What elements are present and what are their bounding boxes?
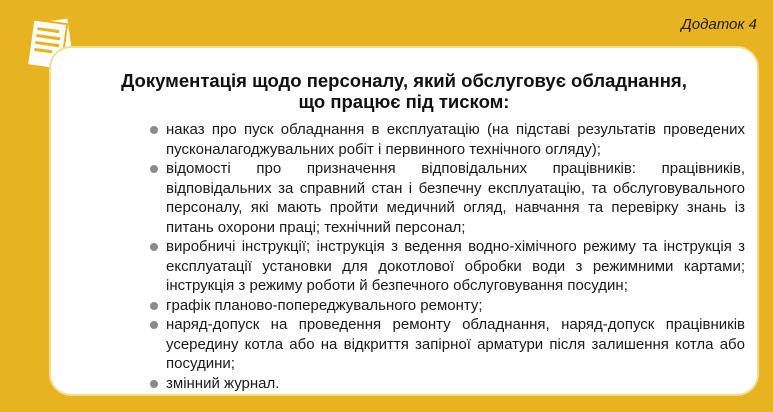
list-item bbox=[150, 315, 745, 374]
list-item bbox=[150, 120, 745, 159]
list-item bbox=[150, 374, 745, 394]
list-item bbox=[150, 237, 745, 296]
documents-list bbox=[150, 120, 745, 393]
bullet-icon bbox=[150, 380, 158, 388]
bullet-icon bbox=[150, 126, 158, 134]
title-line-1: Документація щодо персоналу, який обслуговує обладнання, bbox=[121, 70, 687, 91]
list-item-text: графік планово-попереджувального ремонту; bbox=[166, 296, 483, 314]
list-item-text: наряд-допуск на проведення ремонту обладнання, наряд-допуск працівників усередину котла або на відкриття запірної арматури після залишення котла або посудини; bbox=[166, 316, 745, 372]
list-item bbox=[150, 159, 745, 237]
list-item-text: виробничі інструкції; інструкція з ведення водно-хімічного режиму та інструкція з експлуатації установки для докотлової обробки води з режимними картами; інструкція з режиму роботи й безпечного обслуговування посудин; bbox=[166, 238, 745, 294]
list-item-text: наказ про пуск обладнання в експлуатацію (на підставі результатів проведених пусконалагоджувальних робіт і первинного технічного огляду); bbox=[166, 121, 745, 158]
title-line-2: що працює під тиском: bbox=[298, 91, 510, 112]
list-item-text: змінний журнал. bbox=[166, 374, 280, 392]
page-title bbox=[51, 70, 757, 112]
bullet-icon bbox=[150, 243, 158, 251]
list-item bbox=[150, 296, 745, 316]
bullet-icon bbox=[150, 321, 158, 329]
list-item-text: відомості про призначення відповідальних працівників: працівників, відповідальних за справний стан і безпечну експлуатацію, та обслуговувального персоналу, які мають пройти медичний огляд, навчання та перевірку знань із питань охорони праці; технічний персонал; bbox=[166, 160, 745, 236]
appendix-label: Додаток 4 bbox=[681, 16, 757, 33]
bullet-icon bbox=[150, 302, 158, 310]
bullet-icon bbox=[150, 165, 158, 173]
